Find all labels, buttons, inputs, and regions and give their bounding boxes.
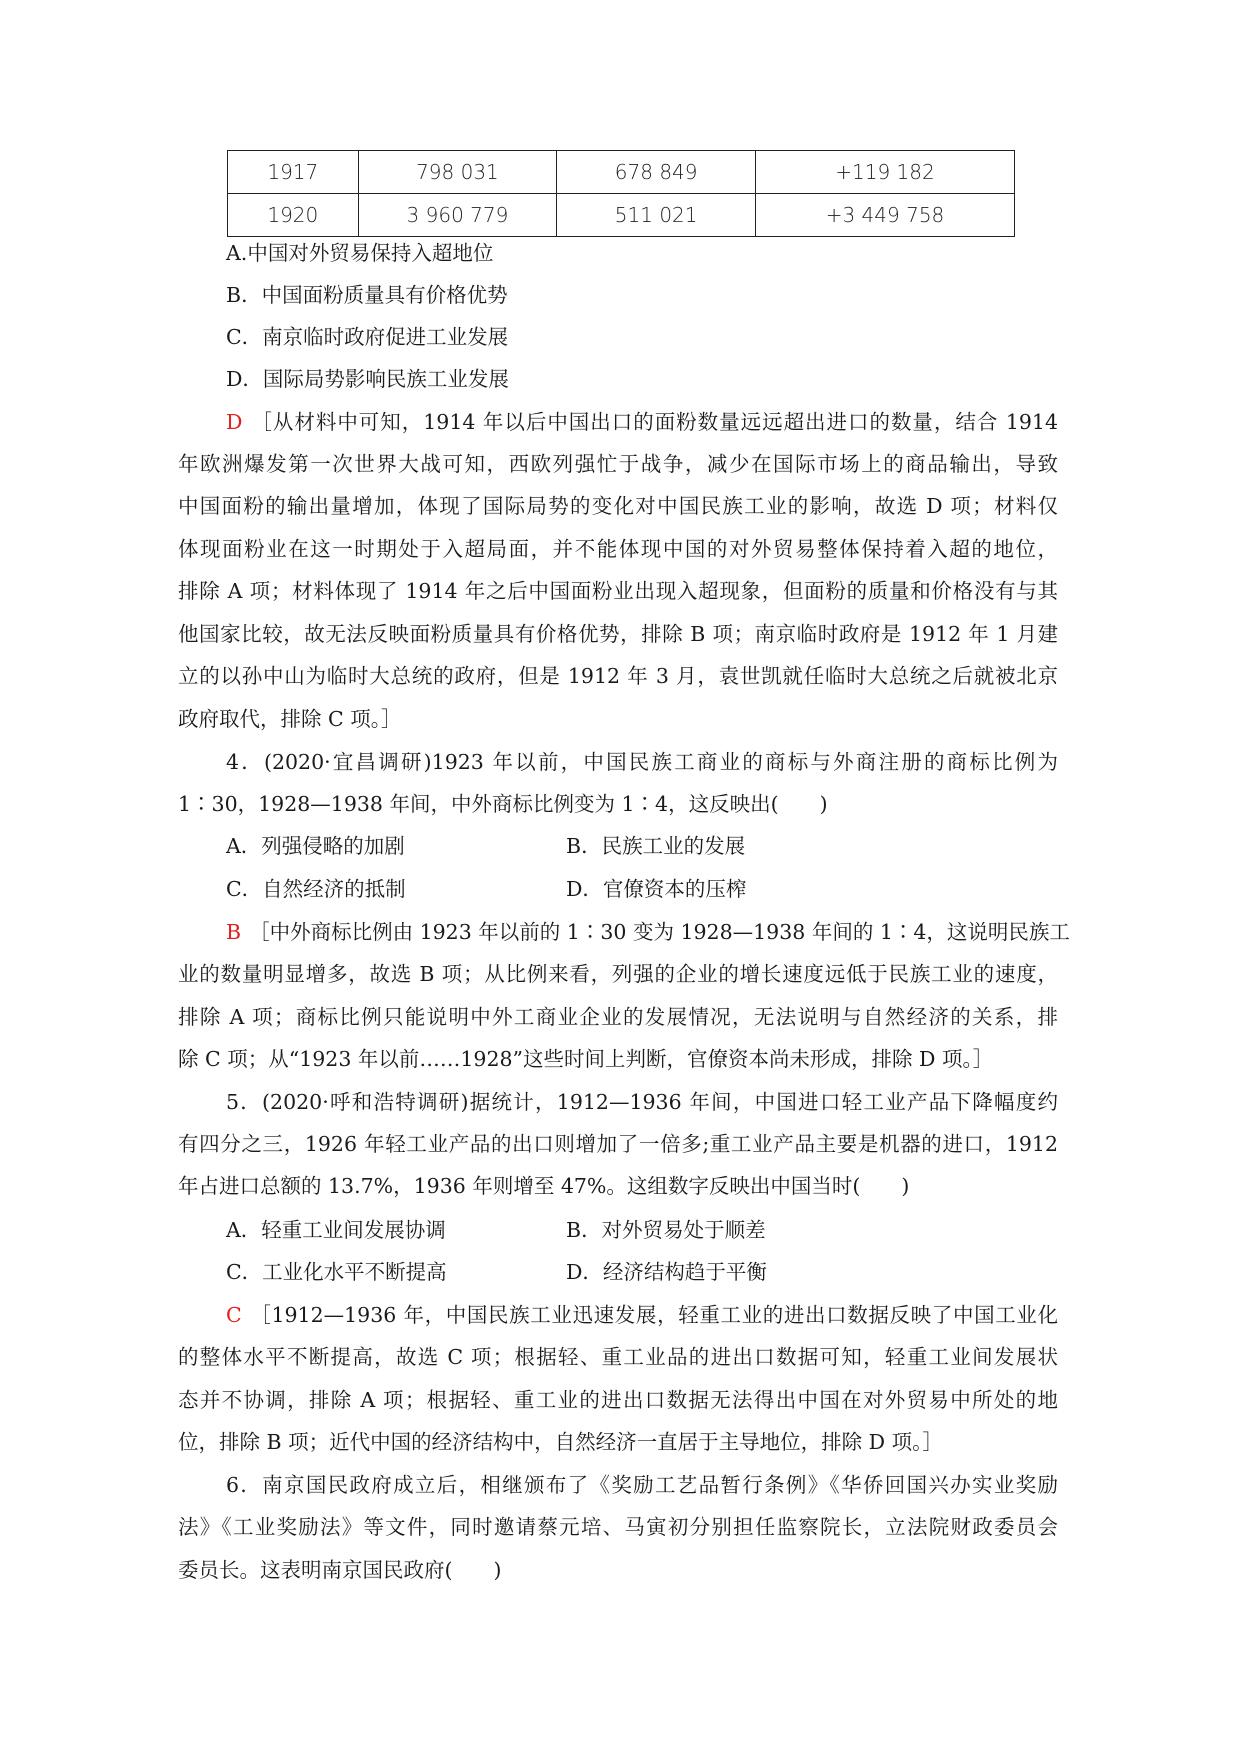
q5-explanation-line: ［1912—1936 年，中国民族工业迅速发展，轻重工业的进出口数据反映了中国工业化 <box>249 1303 1058 1327</box>
q4-explanation-line: 业的数量明显增多，故选 B 项；从比例来看，列强的企业的增长速度远低于民族工业的速度， <box>178 962 1058 986</box>
q5-option-a: A．轻重工业间发展协调 <box>226 1218 446 1242</box>
q4-answer: B <box>226 920 242 944</box>
table-cell-export: 798 031 <box>358 151 557 194</box>
table-row <box>228 194 1015 237</box>
q3-answer: D <box>226 410 243 434</box>
q5-explanation-line: 态并不协调，排除 A 项；根据轻、重工业的进出口数据无法得出中国在对外贸易中所处的地 <box>178 1388 1058 1412</box>
table-cell-import: 511 021 <box>557 194 756 237</box>
table-cell-export: 3 960 779 <box>358 194 557 237</box>
q3-option-b: B．中国面粉质量具有价格优势 <box>226 283 508 307</box>
q5-stem-line: 有四分之三，1926 年轻工业产品的出口则增加了一倍多;重工业产品主要是机器的进口，1912 <box>178 1132 1058 1156</box>
q3-explanation-line: 排除 A 项；材料体现了 1914 年之后中国面粉业出现入超现象，但面粉的质量和价格没有与其 <box>178 579 1058 603</box>
table-cell-balance: +3 449 758 <box>756 194 1015 237</box>
q4-answer-line <box>226 918 1070 946</box>
q5-answer-line <box>226 1301 1058 1329</box>
flour-trade-table <box>227 150 1015 237</box>
table-cell-import: 678 849 <box>557 151 756 194</box>
q5-stem-line: 5．(2020·呼和浩特调研)据统计，1912—1936 年间，中国进口轻工业产品下降幅度约 <box>226 1090 1058 1114</box>
q5-answer: C <box>226 1303 242 1327</box>
q3-explanation-line: 他国家比较，故无法反映面粉质量具有价格优势，排除 B 项；南京临时政府是 1912 年 1 月建 <box>178 622 1058 646</box>
q3-option-a: A.中国对外贸易保持入超地位 <box>226 241 494 265</box>
q3-explanation-line: 年欧洲爆发第一次世界大战可知，西欧列强忙于战争，减少在国际市场上的商品输出，导致 <box>178 452 1058 476</box>
q3-explanation-line: 中国面粉的输出量增加，体现了国际局势的变化对中国民族工业的影响，故选 D 项；材料仅 <box>178 494 1058 518</box>
q3-explanation-line: 体现面粉业在这一时期处于入超局面，并不能体现中国的对外贸易整体保持着入超的地位， <box>178 537 1058 561</box>
q5-option-c: C．工业化水平不断提高 <box>226 1260 447 1284</box>
q4-option-c: C．自然经济的抵制 <box>226 877 406 901</box>
q5-explanation-line: 位，排除 B 项；近代中国的经济结构中，自然经济一直居于主导地位，排除 D 项。］ <box>178 1430 943 1454</box>
q3-explanation-line: 立的以孙中山为临时大总统的政府，但是 1912 年 3 月，袁世凯就任临时大总统之后就被北京 <box>178 664 1058 688</box>
q3-explanation-line: ［从材料中可知，1914 年以后中国出口的面粉数量远远超出进口的数量，结合 1914 <box>250 410 1058 434</box>
table-cell-year: 1920 <box>228 194 359 237</box>
q6-stem-line: 法》《工业奖励法》等文件，同时邀请蔡元培、马寅初分别担任监察院长，立法院财政委员会 <box>178 1515 1058 1539</box>
table-cell-balance: +119 182 <box>756 151 1015 194</box>
q4-explanation-line: ［中外商标比例由 1923 年以前的 1∶30 变为 1928—1938 年间的 1∶4，这说明民族工 <box>249 920 1070 944</box>
q3-explanation-line: 政府取代，排除 C 项。］ <box>178 707 402 731</box>
table-row <box>228 151 1015 194</box>
q4-stem-line: 4．(2020·宜昌调研)1923 年以前，中国民族工商业的商标与外商注册的商标比例为 <box>226 750 1058 774</box>
q3-answer-line <box>226 408 1058 436</box>
q4-option-a: A．列强侵略的加剧 <box>226 834 405 858</box>
q4-stem-line: 1∶30，1928—1938 年间，中外商标比例变为 1∶4，这反映出( ) <box>178 792 828 816</box>
q3-option-c: C．南京临时政府促进工业发展 <box>226 325 509 349</box>
q6-stem-line: 6．南京国民政府成立后，相继颁布了《奖励工艺品暂行条例》《华侨回国兴办实业奖励 <box>226 1473 1058 1497</box>
q4-explanation-line: 除 C 项；从“1923 年以前……1928”这些时间上判断，官僚资本尚未形成，排除 D 项。］ <box>178 1047 994 1071</box>
q4-explanation-line: 排除 A 项；商标比例只能说明中外工商业企业的发展情况，无法说明与自然经济的关系，排 <box>178 1005 1058 1029</box>
q4-option-b: B．民族工业的发展 <box>566 834 746 858</box>
q5-option-d: D．经济结构趋于平衡 <box>566 1260 767 1284</box>
q4-option-d: D．官僚资本的压榨 <box>566 877 747 901</box>
q3-option-d: D．国际局势影响民族工业发展 <box>226 367 509 391</box>
q5-explanation-line: 的整体水平不断提高，故选 C 项；根据轻、重工业品的进出口数据可知，轻重工业间发展状 <box>178 1345 1058 1369</box>
q6-stem-line: 委员长。这表明南京国民政府( ) <box>178 1558 502 1582</box>
q5-option-b: B．对外贸易处于顺差 <box>566 1218 766 1242</box>
q5-stem-line: 年占进口总额的 13.7%，1936 年则增至 47%。这组数字反映出中国当时( ) <box>178 1174 910 1198</box>
table-cell-year: 1917 <box>228 151 359 194</box>
